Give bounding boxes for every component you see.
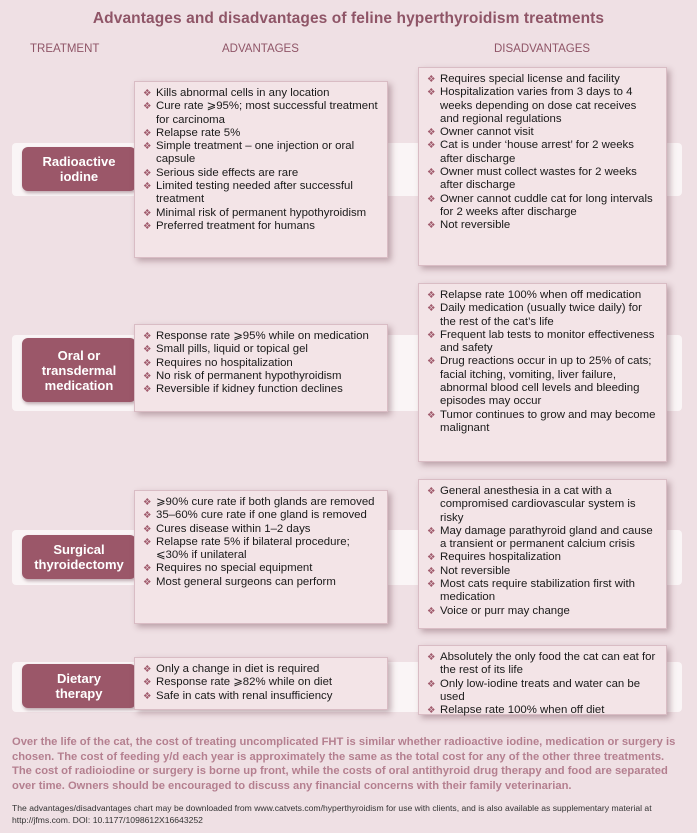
advantages-box-dietary-therapy [134,657,388,710]
list-item: ❖ Owner cannot cuddle cat for long intervals for 2 weeks after discharge [427,193,658,220]
list-item: ❖ No risk of permanent hypothyroidism [143,370,379,383]
list-item: ❖ Tumor continues to grow and may become malignant [427,409,658,436]
list-item: ❖ Reversible if kidney function declines [143,383,379,396]
list-item: ❖ Response rate ⩾95% while on medication [143,330,379,343]
list-item: ❖ Most general surgeons can perform [143,576,379,589]
list-item: ❖ Preferred treatment for humans [143,220,379,233]
list-item: ❖ Not reversible [427,219,658,232]
treatment-label-surgical-thyroidectomy: Surgical thyroidectomy [22,535,136,579]
list-item: ❖ Most cats require stabilization first with medication [427,578,658,605]
list-item: ❖ Cure rate ⩾95%; most successful treatment for carcinoma [143,100,379,127]
column-header-advantages: ADVANTAGES [222,43,299,55]
list-item: ❖ Frequent lab tests to monitor effectiveness and safety [427,329,658,356]
treatment-label-radioactive-iodine: Radioactive iodine [22,147,136,191]
source-note: The advantages/disadvantages chart may be downloaded from www.catvets.com/hyperthyroidism for use with clients, and is also available as supplementary material at http://jfms.com. DOI: 10.1177/1098612X16643252 [12,803,652,825]
list-item: ❖ Requires special license and facility [427,73,658,86]
disadvantages-box-radioactive-iodine [418,67,667,266]
list-item: ❖ ⩾90% cure rate if both glands are removed [143,496,379,509]
disadvantages-box-oral-medication [418,283,667,462]
list-item: ❖ Relapse rate 100% when off medication [427,289,658,302]
treatment-label-oral-medication: Oral or transdermal medication [22,338,136,402]
list-item: ❖ May damage parathyroid gland and cause a transient or permanent calcium crisis [427,525,658,552]
list-item: ❖ Voice or purr may change [427,605,658,618]
column-header-disadvantages: DISADVANTAGES [494,43,591,55]
list-item: ❖ Kills abnormal cells in any location [143,87,379,100]
list-item: ❖ Cat is under ‘house arrest’ for 2 weeks after discharge [427,139,658,166]
treatment-label-dietary-therapy: Dietary therapy [22,664,136,708]
list-item: ❖ Relapse rate 5% [143,127,379,140]
list-item: ❖ Small pills, liquid or topical gel [143,343,379,356]
list-item: ❖ Requires hospitalization [427,551,658,564]
advantages-box-radioactive-iodine [134,81,388,258]
list-item: ❖ Minimal risk of permanent hypothyroidism [143,207,379,220]
list-item: ❖ Daily medication (usually twice daily) for the rest of the cat’s life [427,302,658,329]
list-item: ❖ Only a change in diet is required [143,663,379,676]
cost-summary-paragraph: Over the life of the cat, the cost of treating uncomplicated FHT is similar whether radioactive iodine, medication or surgery is chosen. The cost of feeding y/d each year is approximately the same as the total cost for any of the other three treatments. The cost of radioiodine or surgery is borne up front, while the costs of oral antithyroid drug therapy and food are separated over time. Owners should be encouraged to discuss any financial concerns with their family veterinarian. [12,736,676,792]
list-item: ❖ Response rate ⩾82% while on diet [143,676,379,689]
list-item: ❖ General anesthesia in a cat with a compromised cardiovascular system is risky [427,485,658,525]
list-item: ❖ Owner cannot visit [427,126,658,139]
list-item: ❖ Serious side effects are rare [143,167,379,180]
list-item: ❖ Safe in cats with renal insufficiency [143,690,379,703]
list-item: ❖ Not reversible [427,565,658,578]
page-title: Advantages and disadvantages of feline hyperthyroidism treatments [92,10,605,27]
advantages-box-oral-medication [134,324,388,412]
list-item: ❖ Limited testing needed after successful treatment [143,180,379,207]
list-item: ❖ Owner must collect wastes for 2 weeks after discharge [427,166,658,193]
list-item: ❖ Only low-iodine treats and water can be used [427,678,658,705]
list-item: ❖ Requires no hospitalization [143,357,379,370]
list-item: ❖ Simple treatment – one injection or oral capsule [143,140,379,167]
disadvantages-box-surgical-thyroidectomy [418,479,667,629]
list-item: ❖ Relapse rate 100% when off diet [427,704,658,717]
list-item: ❖ Relapse rate 5% if bilateral procedure; ⩽30% if unilateral [143,536,379,563]
advantages-box-surgical-thyroidectomy [134,490,388,624]
list-item: ❖ Absolutely the only food the cat can eat for the rest of its life [427,651,658,678]
list-item: ❖ Cures disease within 1–2 days [143,523,379,536]
list-item: ❖ Drug reactions occur in up to 25% of cats; facial itching, vomiting, liver failure, abnormal blood cell levels and bleeding episodes may occur [427,355,658,408]
column-header-treatment: TREATMENT [30,43,100,55]
list-item: ❖ 35–60% cure rate if one gland is removed [143,509,379,522]
list-item: ❖ Hospitalization varies from 3 days to 4 weeks depending on dose cat receives and regional regulations [427,86,658,126]
disadvantages-box-dietary-therapy [418,645,667,715]
list-item: ❖ Requires no special equipment [143,562,379,575]
